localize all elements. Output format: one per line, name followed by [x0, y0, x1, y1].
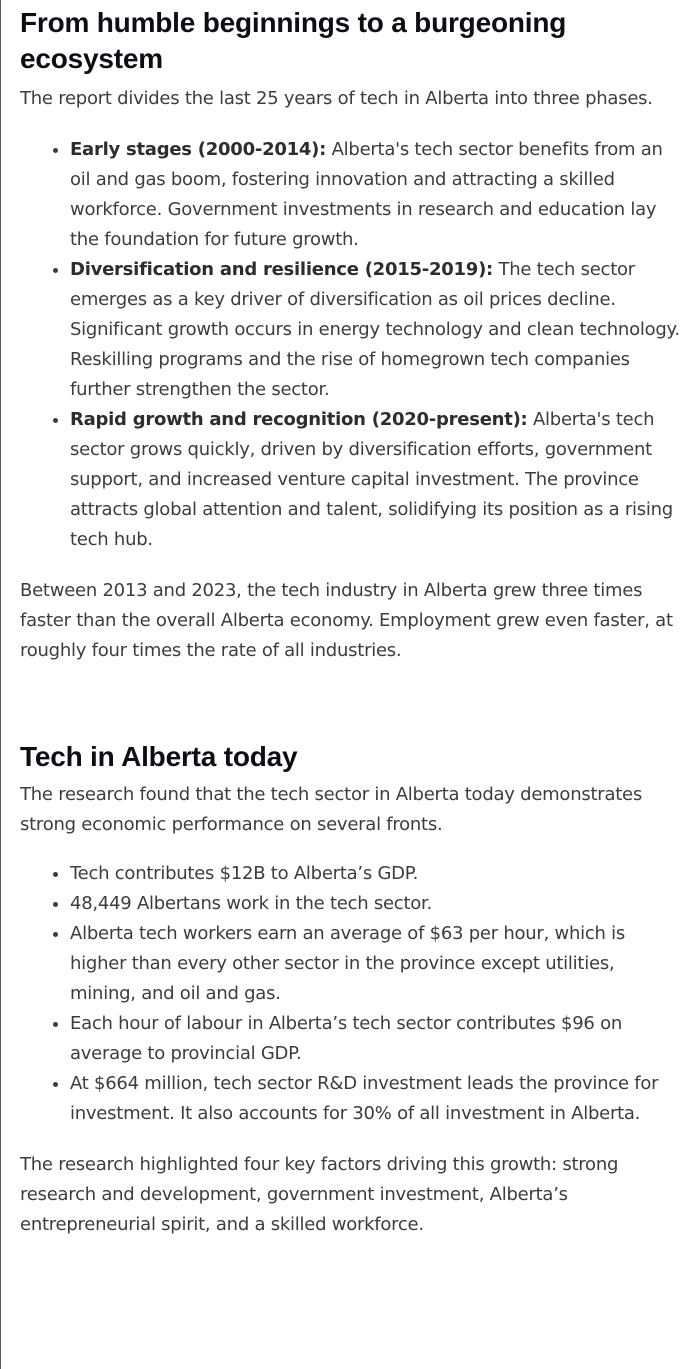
section1-summary: Between 2013 and 2023, the tech industry in Alberta grew three times faster than the overall Alberta economy. Employment grew even faster, at roughly four times the rate of all industries.: [20, 580, 673, 661]
phase-item-diversification: [70, 255, 682, 405]
fact-item: • 48,449 Albertans work in the tech sector.: [70, 889, 682, 919]
phase-text: The tech sector emerges as a key driver of diversification as oil prices decline. Significant growth occurs in energy technology and clean technology. Reskilling programs and the rise of homegrown tech companies further strengthen the sector.: [70, 259, 680, 400]
phases-list: [20, 135, 682, 555]
phase-item-early-stages: [70, 135, 682, 255]
section1-intro: The report divides the last 25 years of tech in Alberta into three phases.: [20, 88, 653, 109]
phase-text: Alberta's tech sector benefits from an oil and gas boom, fostering innovation and attracting a skilled workforce. Government investments in research and education lay the foundation for future growth.: [70, 139, 663, 250]
phase-title: Rapid growth and recognition (2020-present):: [70, 409, 528, 430]
fact-item: • Tech contributes $12B to Alberta’s GDP.: [70, 859, 682, 889]
article-body: [20, 0, 682, 1240]
fact-item: • Alberta tech workers earn an average of $63 per hour, which is higher than every other sector in the province except utilities, mining, and oil and gas.: [70, 919, 682, 1009]
phase-title: Early stages (2000-2014):: [70, 139, 327, 160]
section-heading-humble-beginnings: From humble beginnings to a burgeoning ecosystem: [20, 7, 567, 74]
phase-item-rapid-growth: [70, 405, 682, 555]
facts-list: [20, 859, 682, 1129]
left-border-rule: [0, 0, 1, 1369]
fact-item: • Each hour of labour in Alberta’s tech sector contributes $96 on average to provincial GDP.: [70, 1009, 682, 1069]
fact-item: • At $664 million, tech sector R&D investment leads the province for investment. It also accounts for 30% of all investment in Alberta.: [70, 1069, 682, 1129]
section2-intro: The research found that the tech sector in Alberta today demonstrates strong economic performance on several fronts.: [20, 784, 642, 835]
section2-summary: The research highlighted four key factors driving this growth: strong research and development, government investment, Alberta’s entrepreneurial spirit, and a skilled workforce.: [20, 1154, 619, 1235]
section-heading-tech-today: Tech in Alberta today: [20, 741, 298, 772]
phase-text: Alberta's tech sector grows quickly, driven by diversification efforts, government support, and increased venture capital investment. The province attracts global attention and talent, solidifying its position as a rising tech hub.: [70, 409, 673, 550]
phase-title: Diversification and resilience (2015-2019):: [70, 259, 494, 280]
